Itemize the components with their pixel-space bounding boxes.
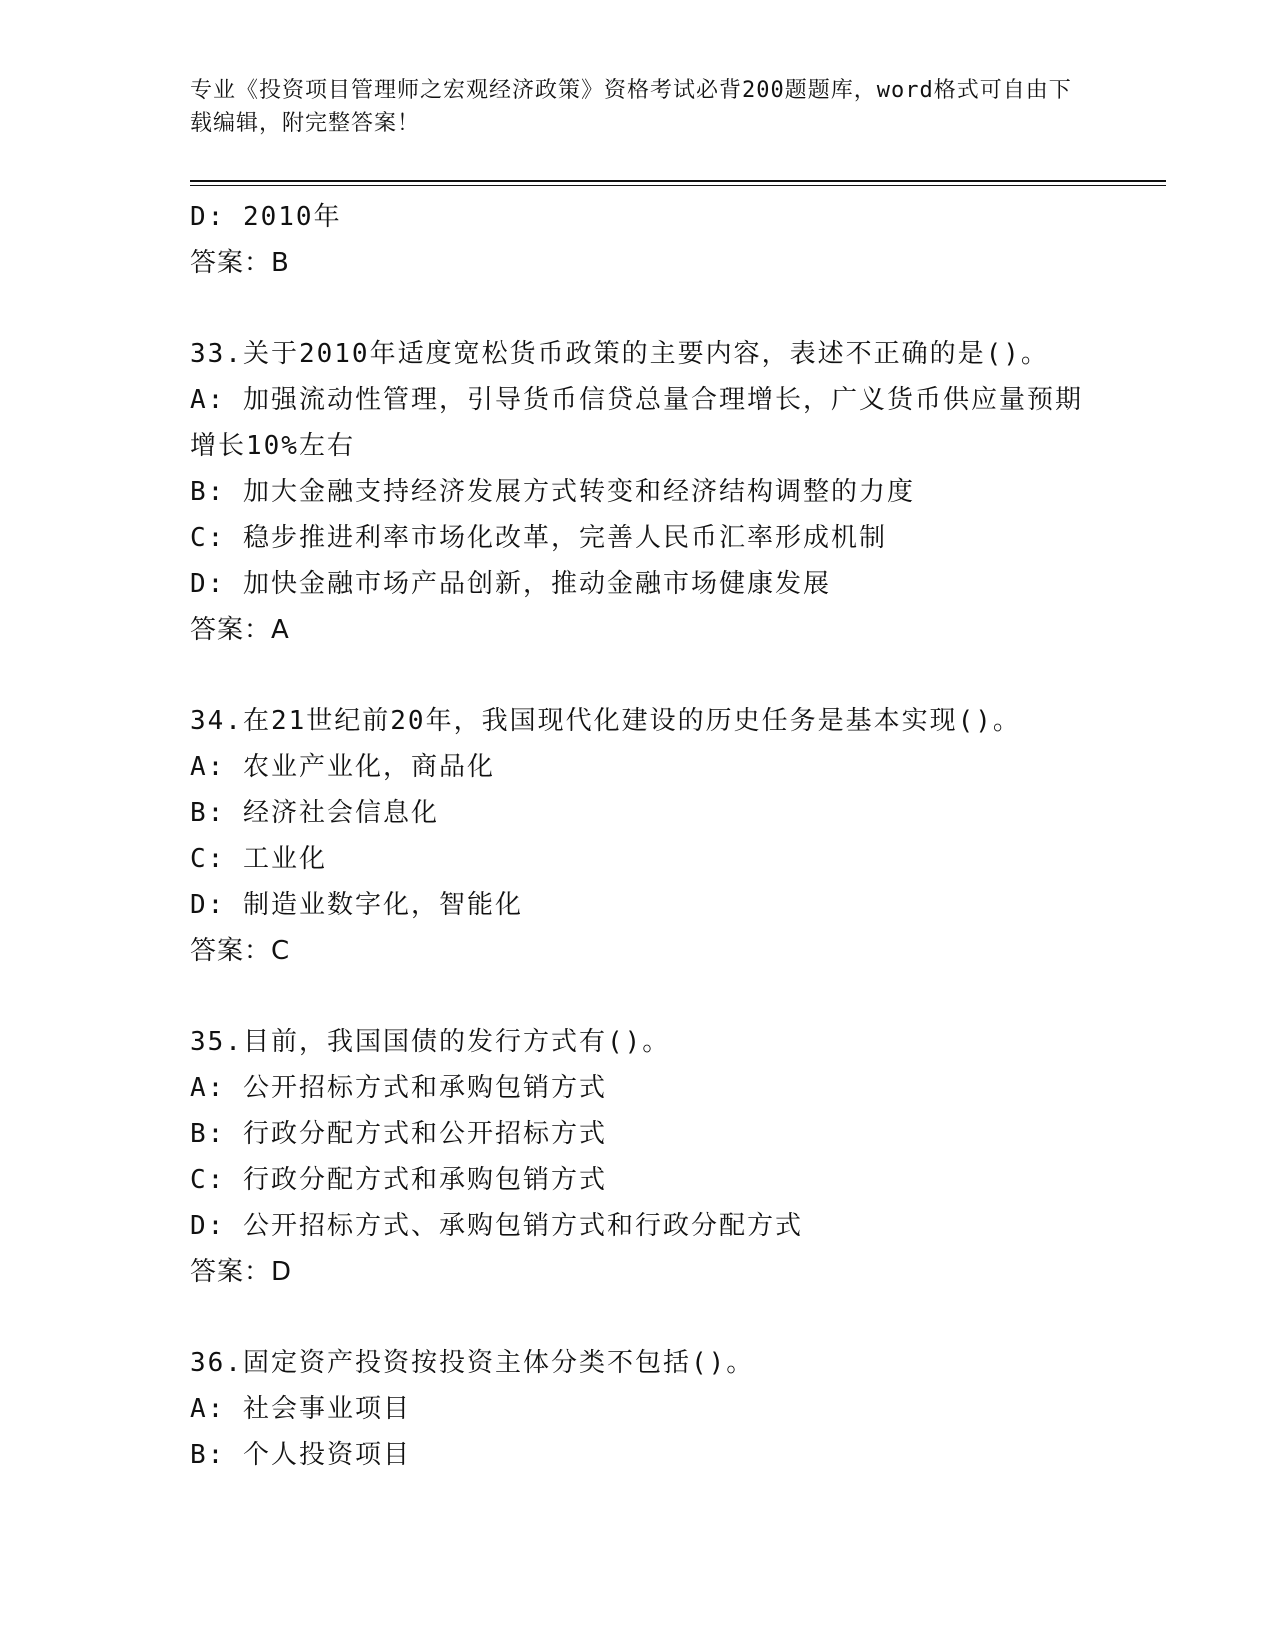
answer: 答案：A [190,615,290,645]
option-a: A: 加强流动性管理，引导货币信贷总量合理增长，广义货币供应量预期增长10%左右 [190,385,1083,461]
question-text: 35.目前，我国国债的发行方式有()。 [190,1027,671,1057]
question-text: 33.关于2010年适度宽松货币政策的主要内容，表述不正确的是()。 [190,339,1049,369]
option-b: B: 个人投资项目 [190,1440,411,1470]
answer: 答案：C [190,936,291,966]
option-c: C: 行政分配方式和承购包销方式 [190,1165,607,1195]
option-d: D: 2010年 [190,202,342,232]
option-c: C: 工业化 [190,844,327,874]
question-list [190,194,1150,1478]
document-header: 专业《投资项目管理师之宏观经济政策》资格考试必背200题题库，word格式可自由下载编辑，附完整答案！ [190,78,1072,136]
option-d: D: 公开招标方式、承购包销方式和行政分配方式 [190,1211,803,1241]
answer: 答案：B [190,248,290,278]
question-text: 36.固定资产投资按投资主体分类不包括()。 [190,1348,755,1378]
option-d: D: 加快金融市场产品创新，推动金融市场健康发展 [190,569,831,599]
option-b: B: 经济社会信息化 [190,798,439,828]
option-c: C: 稳步推进利率市场化改革，完善人民币汇率形成机制 [190,523,887,553]
option-a: A: 农业产业化，商品化 [190,752,495,782]
question-block-34 [190,698,1150,974]
question-block-35 [190,1019,1150,1295]
option-b: B: 加大金融支持经济发展方式转变和经济结构调整的力度 [190,477,915,507]
option-a: A: 社会事业项目 [190,1394,411,1424]
question-block-prev [190,194,1150,286]
option-a: A: 公开招标方式和承购包销方式 [190,1073,607,1103]
option-d: D: 制造业数字化，智能化 [190,890,523,920]
question-block-36 [190,1340,1150,1478]
question-text: 34.在21世纪前20年，我国现代化建设的历史任务是基本实现()。 [190,706,1021,736]
header-divider [190,180,1166,186]
option-b: B: 行政分配方式和公开招标方式 [190,1119,607,1149]
answer: 答案：D [190,1257,293,1287]
question-block-33 [190,331,1150,653]
